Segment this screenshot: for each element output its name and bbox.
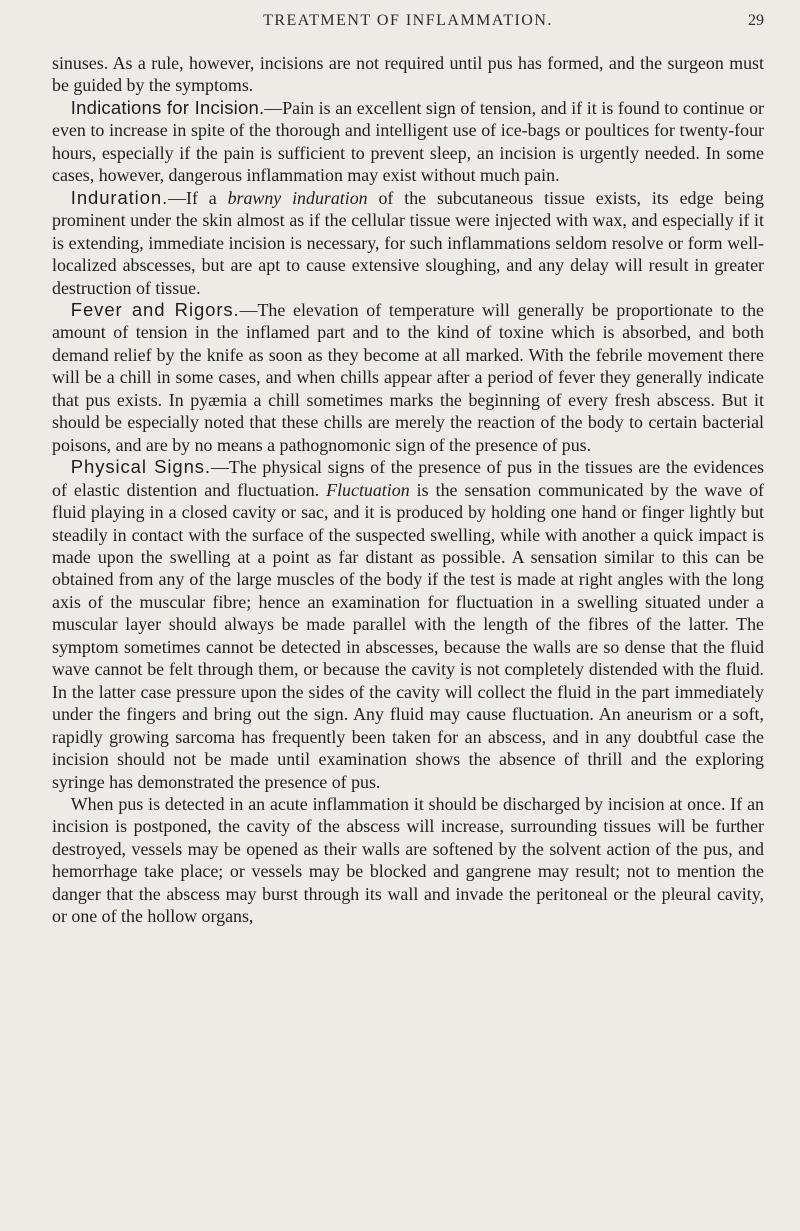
paragraph-text: When pus is detected in an acute inflammation it should be discharged by incision at once. If an incision is postponed, the cavity of the abscess will increase, surrounding tissues will be further destroyed, vessels may be opened as their walls are softened by the solvent action of the pus, and hemorrhage take place; or vessels may be blocked and gangrene may result; not to mention the danger that the abscess may burst through its wall and invade the peritoneal or the pleural cavity, or one of the hollow organs, [52,793,764,927]
paragraph-text: is the sensation communicated by the wave of fluid playing in a closed cavity or sac, and it is produced by holding one hand or finger lightly but steadily in contact with the surface of the suspected swelling, while with another a quick impact is made upon the swelling at a point as far distant as possible. A sensation similar to this can be obtained from any of the large muscles of the body if the test is made at right angles with the long axis of the muscular fibre; hence an examination for fluctuation in a swelling situated under a muscular layer should always be made parallel with the length of the fibres of the latter. The symptom sometimes cannot be detected in abscesses, because the walls are so dense that the fluid wave cannot be felt through them, or because the cavity is not completely distended with the fluid. In the latter case pressure upon the sides of the cavity will collect the fluid in the part immediately under the fingers and bring out the sign. Any fluid may cause fluctuation. An aneurism or a soft, rapidly growing sarcoma has frequently been taken for an abscess, and in any doubtful case the incision should not be made until examination shows the absence of thrill and the exploring syringe has demonstrated the presence of pus. [52,479,764,792]
body-text [52,52,764,928]
paragraph-fever-and-rigors [52,299,764,456]
paragraph-text-lead: If a [186,187,228,208]
paragraph-induration [52,187,764,299]
section-heading: Physical Signs. [70,456,211,478]
paragraph-indications-for-incision [52,97,764,187]
paragraph-continuation [52,52,764,97]
em-dash: — [264,97,283,118]
paragraph-physical-signs [52,456,764,793]
em-dash: — [168,187,186,208]
em-dash: — [239,299,258,320]
page-number: 29 [748,12,764,29]
section-heading: Fever and Rigors. [70,298,240,320]
book-page [52,8,764,928]
paragraph-text-lead: The physical signs of the presence of pus in the tissues are the evidences of elastic distention and fluctuation. [52,457,765,500]
paragraph-text: of the subcutaneous tissue exists, its edge being prominent under the skin almost as if the cellular tissue were injected with wax, and especially if it is extending, immediate incision is necessary, for such inflammations seldom resolve or form well-localized abscesses, but are apt to cause extensive sloughing, and any delay will result in greater destruction of tissue. [52,187,764,298]
section-heading: Indications for Incision. [70,96,265,118]
page-header [52,8,764,52]
section-heading: Induration. [70,186,169,208]
paragraph-when-pus-is-detected [52,793,764,928]
emphasized-term: brawny induration [227,187,368,208]
paragraph-text: The elevation of temperature will generally be proportionate to the amount of tension in the inflamed part and to the kind of toxine which is absorbed, and both demand relief by the knife as soon as they become at all marked. With the febrile movement there will be a chill in some cases, and when chills appear after a period of fever they generally indicate that pus exists. In pyæmia a chill sometimes marks the beginning of every fresh abscess. But it should be especially noted that these chills are merely the reaction of the body to certain bacterial poisons, and are by no means a pathognomonic sign of the presence of pus. [52,299,764,455]
em-dash: — [210,457,229,478]
running-title: TREATMENT OF INFLAMMATION. [263,12,553,29]
paragraph-text: Pain is an excellent sign of tension, and if it is found to continue or even to increase in spite of the thorough and intelligent use of ice-bags or poultices for twenty-four hours, especially if the pain is sufficient to prevent sleep, an incision is urgently needed. In some cases, however, dangerous inflammation may exist without much pain. [52,97,764,186]
paragraph-text: sinuses. As a rule, however, incisions are not required until pus has formed, and the surgeon must be guided by the symptoms. [52,53,764,96]
emphasized-term: Fluctuation [326,479,410,500]
